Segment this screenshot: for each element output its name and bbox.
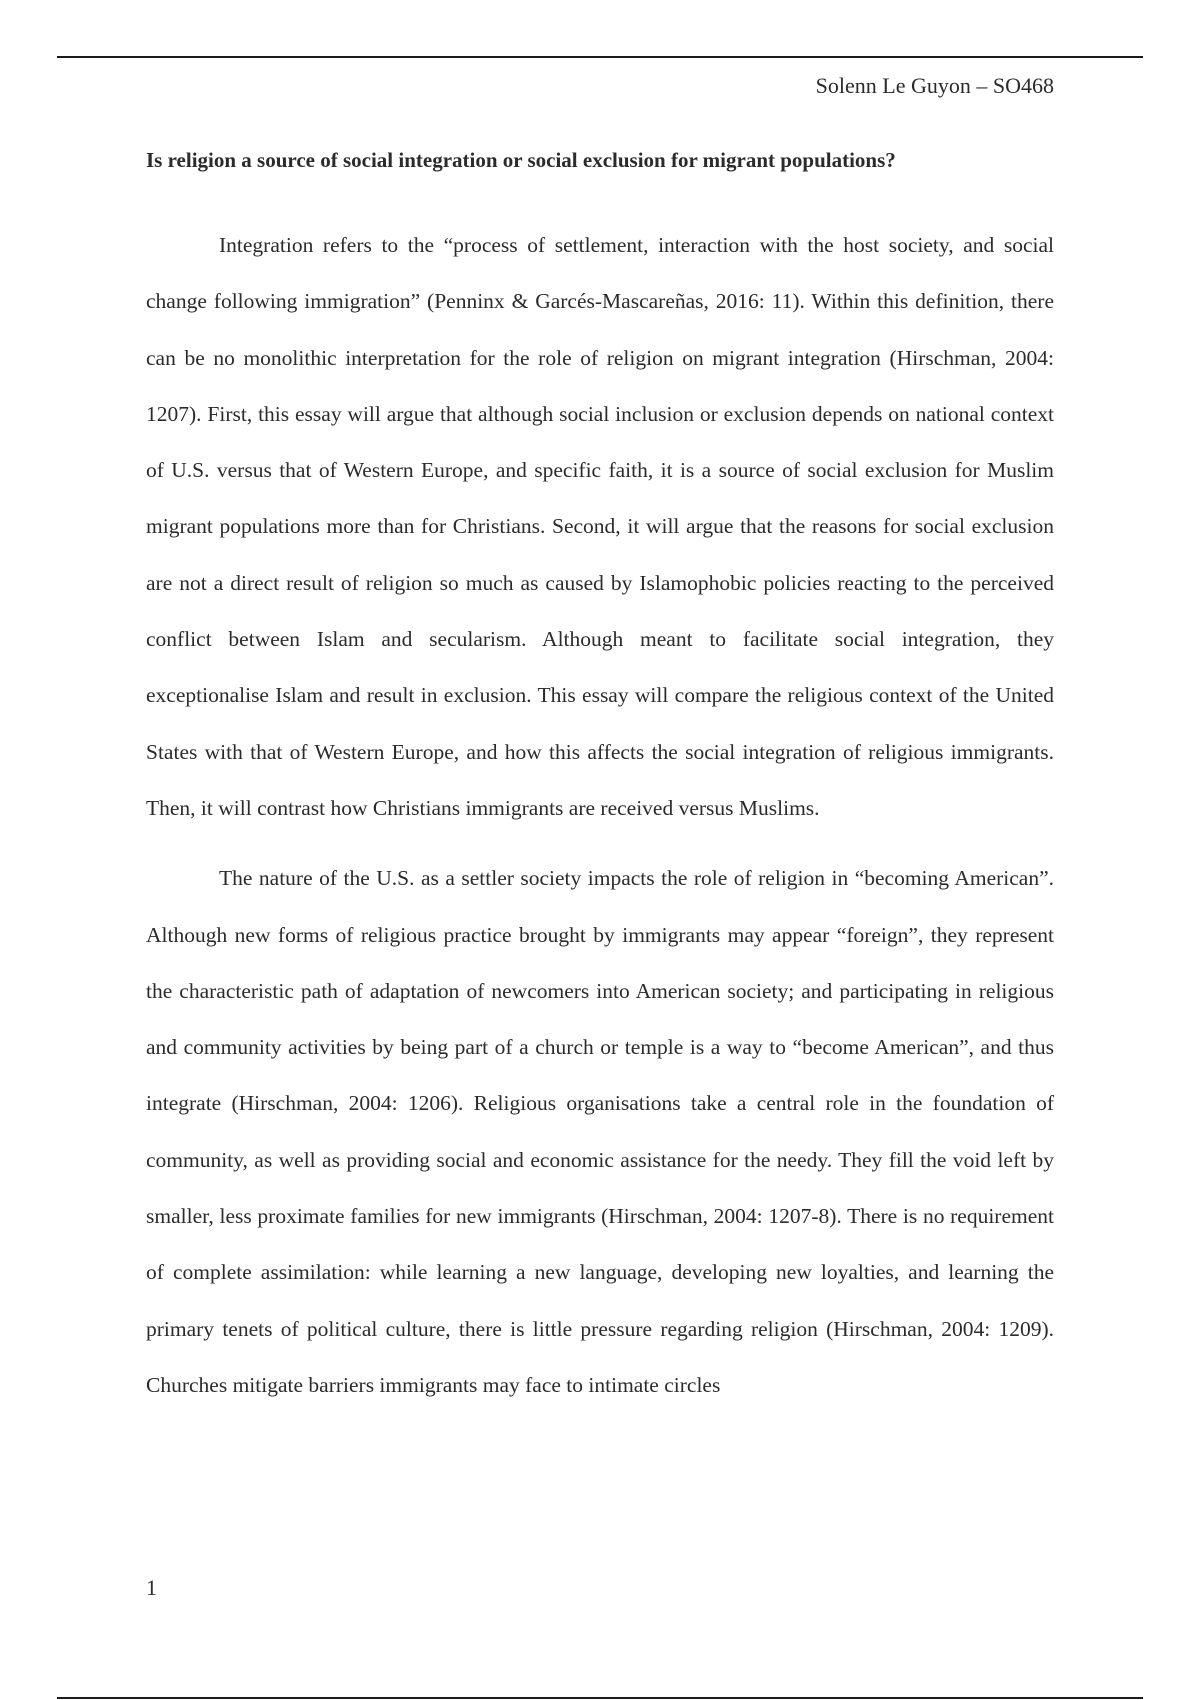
running-header: Solenn Le Guyon – SO468 — [815, 73, 1054, 98]
essay-body — [146, 217, 1054, 1413]
page-number: 1 — [146, 1575, 157, 1600]
paragraph-2: The nature of the U.S. as a settler society impacts the role of religion in “becoming American”. Although new forms of religious practice brought by immigrants may appear “foreign”, they represent the characteristic path of adaptation of newcomers into American society; and participating in religious and community activities by being part of a church or temple is a way to “become American”, and thus integrate (Hirschman, 2004: 1206). Religious organisations take a central role in the foundation of community, as well as providing social and economic assistance for the needy. They fill the void left by smaller, less proximate families for new immigrants (Hirschman, 2004: 1207-8). There is no requirement of complete assimilation: while learning a new language, developing new loyalties, and learning the primary tenets of political culture, there is little pressure regarding religion (Hirschman, 2004: 1209). Churches mitigate barriers immigrants may face to intimate circles — [146, 866, 1054, 1397]
paragraph-1: Integration refers to the “process of settlement, interaction with the host society, and social change following immigration” (Penninx & Garcés-Mascareñas, 2016: 11). Within this definition, there can be no monolithic interpretation for the role of religion on migrant integration (Hirschman, 2004: 1207). First, this essay will argue that although social inclusion or exclusion depends on national context of U.S. versus that of Western Europe, and specific faith, it is a source of social exclusion for Muslim migrant populations more than for Christians. Second, it will argue that the reasons for social exclusion are not a direct result of religion so much as caused by Islamophobic policies reacting to the perceived conflict between Islam and secularism. Although meant to facilitate social integration, they exceptionalise Islam and result in exclusion. This essay will compare the religious context of the United States with that of Western Europe, and how this affects the social integration of religious immigrants. Then, it will contrast how Christians immigrants are received versus Muslims. — [146, 233, 1054, 820]
essay-title: Is religion a source of social integration or social exclusion for migrant populations? — [146, 148, 896, 172]
header-rule — [57, 56, 1143, 58]
footer-rule — [57, 1697, 1143, 1699]
